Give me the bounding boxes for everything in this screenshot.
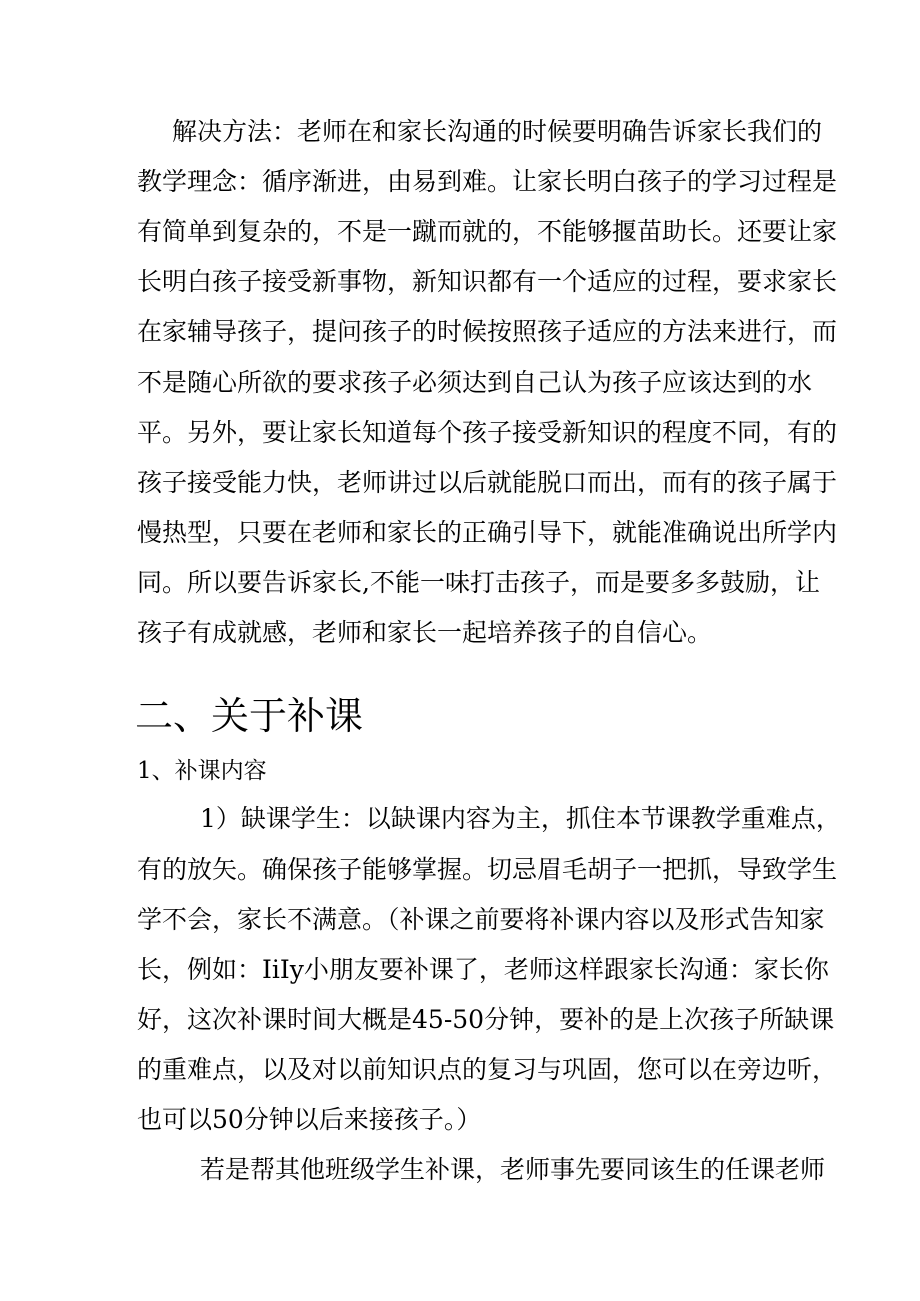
paragraph-2-line-4: 长，例如：IiIy小朋友要补课了，老师这样跟家长沟通：家长你 bbox=[137, 955, 829, 984]
paragraph-1-line-10: 同。所以要告诉家长,不能一味打击孩子，而是要多多鼓励，让 bbox=[137, 568, 820, 597]
paragraph-1-line-4: 长明白孩子接受新事物，新知识都有一个适应的过程，要求家长 bbox=[137, 267, 838, 296]
paragraph-1-line-1: 解决方法：老师在和家长沟通的时候要明确告诉家长我们的 bbox=[172, 117, 823, 146]
subsection-heading: 1、补课内容 bbox=[137, 758, 267, 784]
paragraph-1-line-6: 不是随心所欲的要求孩子必须达到自己认为孩子应该达到的水 bbox=[137, 368, 813, 397]
section-heading: 二、关于补课 bbox=[135, 694, 364, 738]
paragraph-1-line-3: 有简单到复杂的，不是一蹴而就的，不能够揠苗助长。还要让家 bbox=[137, 217, 838, 246]
paragraph-1-line-5: 在家辅导孩子，提问孩子的时候按照孩子适应的方法来进行，而 bbox=[137, 317, 838, 346]
paragraph-2-line-1: 1）缺课学生：以缺课内容为主，抓住本节课教学重难点， bbox=[200, 804, 841, 833]
paragraph-2-line-3: 学不会，家长不满意。（补课之前要将补课内容以及形式告知家 bbox=[137, 905, 825, 934]
paragraph-2-line-5: 好，这次补课时间大概是45-50分钟，要补的是上次孩子所缺课 bbox=[137, 1005, 835, 1034]
paragraph-1-line-8: 孩子接受能力快，老师讲过以后就能脱口而出，而有的孩子属于 bbox=[137, 468, 838, 497]
paragraph-2-line-7: 也可以50分钟以后来接孩子。） bbox=[137, 1105, 482, 1134]
paragraph-1-line-9: 慢热型，只要在老师和家长的正确引导下，就能准确说出所学内 bbox=[137, 518, 838, 547]
paragraph-1-line-7: 平。另外，要让家长知道每个孩子接受新知识的程度不同，有的 bbox=[137, 418, 838, 447]
paragraph-1-line-11: 孩子有成就感，老师和家长一起培养孩子的自信心。 bbox=[137, 618, 713, 647]
paragraph-2-line-2: 有的放矢。确保孩子能够掌握。切忌眉毛胡子一把抓，导致学生 bbox=[137, 855, 838, 884]
paragraph-2-line-6: 的重难点，以及对以前知识点的复习与巩固，您可以在旁边听， bbox=[137, 1055, 838, 1084]
paragraph-3-line-1: 若是帮其他班级学生补课，老师事先要同该生的任课老师 bbox=[200, 1155, 826, 1184]
paragraph-1-line-2: 教学理念：循序渐进，由易到难。让家长明白孩子的学习过程是 bbox=[137, 167, 838, 196]
